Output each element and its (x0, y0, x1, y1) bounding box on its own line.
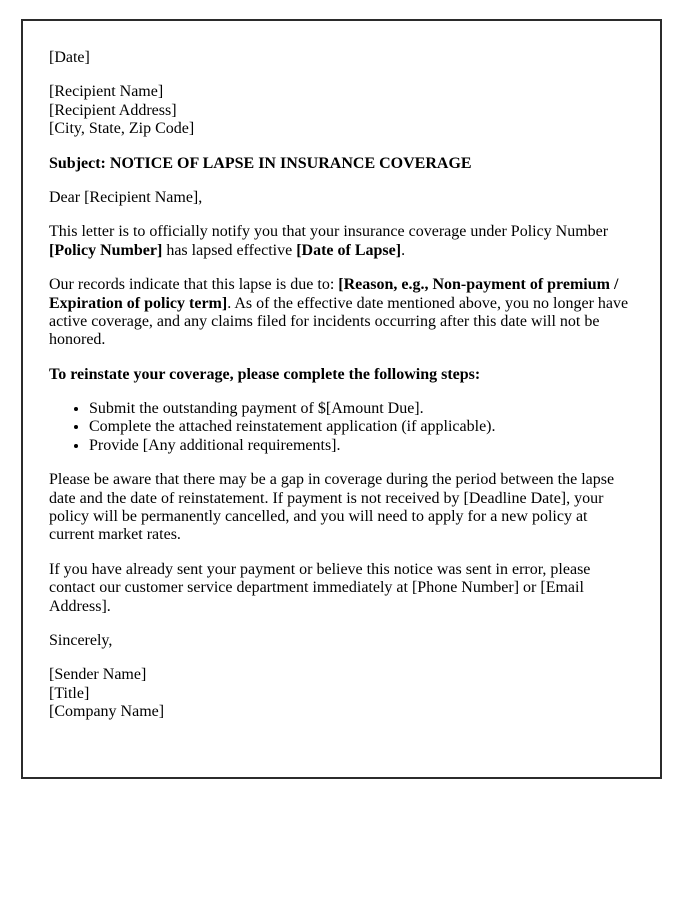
reinstatement-steps-list (49, 400, 636, 455)
step-item-application: • Complete the attached reinstatement application (if applicable). (89, 418, 636, 436)
date-line: [Date] (49, 49, 90, 66)
notify-text-pre: This letter is to officially notify you that your insurance coverage under Policy Number (49, 223, 609, 241)
records-paragraph (49, 276, 636, 350)
coverage-gap-paragraph: Please be aware that there may be a gap in coverage during the period between the lapse date and the date of reinstatement. If payment is not received by [Deadline Date], your policy will be permanently cancelled, and you will need to apply for a new policy at current market rates. (49, 471, 615, 544)
step-item-requirements: • Provide [Any additional requirements]. (89, 437, 636, 455)
recipient-name: [Recipient Name] (49, 83, 164, 101)
recipient-address: [Recipient Address] (49, 101, 177, 119)
records-text-post: . As of the effective date mentioned above, you no longer have active coverage, and any claims filed for incidents occurring after this date will not be honored. (49, 294, 629, 349)
records-text-pre: Our records indicate that this lapse is due to: (49, 276, 339, 294)
subject-line: Subject: NOTICE OF LAPSE IN INSURANCE COVERAGE (49, 154, 472, 172)
recipient-block (49, 83, 636, 138)
date-of-lapse-placeholder: [Date of Lapse] (296, 241, 402, 259)
sender-name: [Sender Name] (49, 666, 147, 684)
sent-in-error-paragraph: If you have already sent your payment or believe this notice was sent in error, please contact our customer service department immediately at [Phone Number] or [Email Address]. (49, 560, 591, 615)
letter-page (21, 19, 662, 779)
recipient-city-state-zip: [City, State, Zip Code] (49, 120, 195, 138)
notify-text-post: . (401, 241, 406, 259)
lapse-reason-placeholder: [Reason, e.g., Non-payment of premium / Expiration of policy term] (49, 276, 619, 312)
steps-heading: To reinstate your coverage, please complete the following steps: (49, 365, 481, 383)
salutation: Dear [Recipient Name], (49, 188, 203, 206)
notify-text-mid: has lapsed effective (162, 241, 297, 259)
step-item-payment: • Submit the outstanding payment of $[Amount Due]. (89, 400, 636, 418)
closing-line: Sincerely, (49, 631, 113, 649)
sender-company: [Company Name] (49, 703, 165, 721)
signature-block (49, 666, 636, 721)
sender-title: [Title] (49, 684, 90, 702)
policy-number-placeholder: [Policy Number] (49, 241, 163, 259)
notify-paragraph (49, 223, 636, 260)
